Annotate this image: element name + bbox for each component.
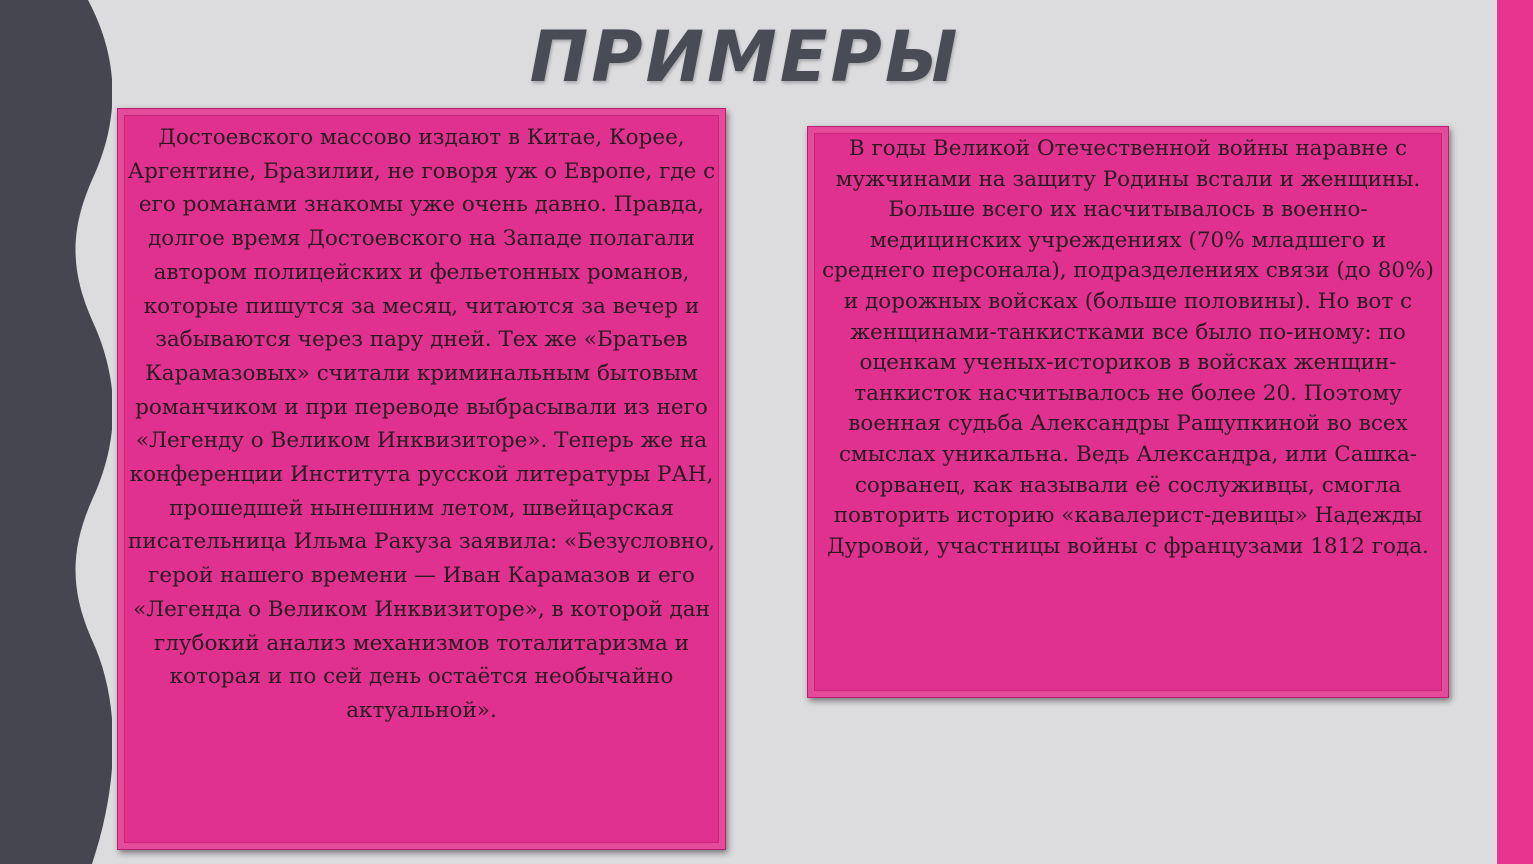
wavy-band-shape: [0, 0, 112, 864]
right-accent-strip: [1497, 0, 1533, 864]
left-decorative-band: [0, 0, 112, 864]
card-right-text: В годы Великой Отечественной войны наравне с мужчинами на защиту Родины встали и женщины. Больше всего их насчитывалось в военно-медицинских учреждениях (70% младшего и среднего персонала), подразделениях связи (до 80%) и дорожных войсках (больше половины). Но вот с женщинами-танкистками все было по-иному: по оценкам ученых-историков в войсках женщин-танкисток насчитывалось не более 20. Поэтому военная судьба Александры Ращупкиной во всех смыслах уникальна. Ведь Александра, или Сашка-сорванец, как называли её сослуживцы, смогла повторить историю «кавалерист-девицы» Надежды Дуровой, участницы войны с французами 1812 года.: [822, 136, 1434, 559]
slide-title: ПРИМЕРЫ: [529, 16, 961, 98]
text-card-left: [117, 108, 726, 850]
text-card-right: [807, 126, 1449, 698]
card-left-text: Достоевского массово издают в Китае, Корее, Аргентине, Бразилии, не говоря уж о Европе, где с его романами знакомы уже очень давно. Правда, долгое время Достоевского на Западе полагали автором полицейских и фельетонных романов, которые пишутся за месяц, читаются за вечер и забываются через пару дней. Тех же «Братьев Карамазовых» считали криминальным бытовым романчиком и при переводе выбрасывали из него «Легенду о Великом Инквизиторе». Теперь же на конференции Института русской литературы РАН, прошедшей нынешним летом, швейцарская писательница Ильма Ракуза заявила: «Безусловно, герой нашего времени — Иван Карамазов и его «Легенда о Великом Инквизиторе», в которой дан глубокий анализ механизмов тоталитаризма и которая и по сей день остаётся необычайно актуальной».: [127, 125, 716, 723]
